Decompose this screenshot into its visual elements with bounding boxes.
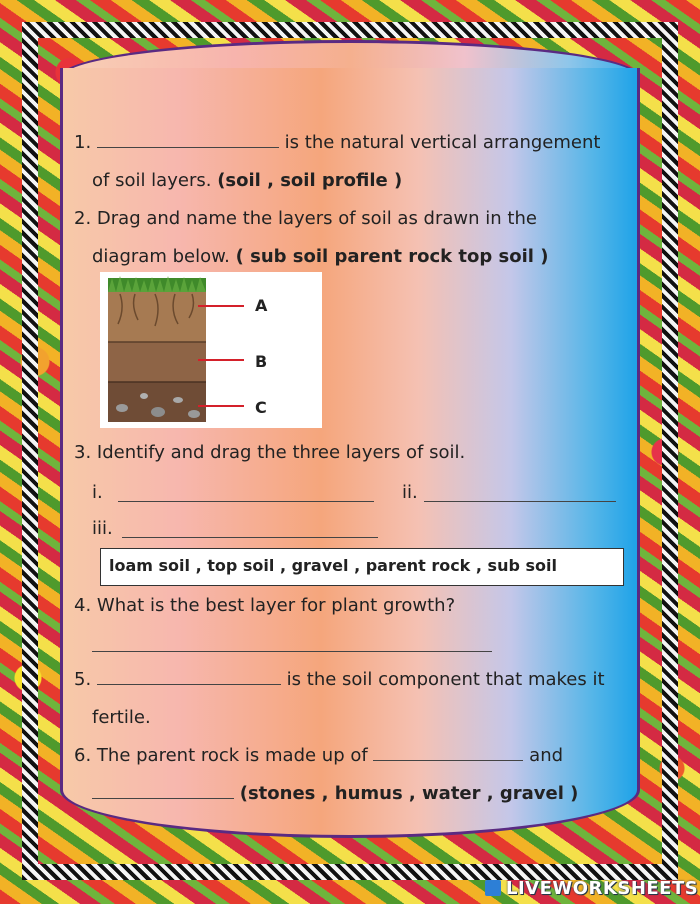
q1-choices: (soil , soil profile ) xyxy=(217,170,403,191)
q6-answer-blank-1[interactable] xyxy=(373,759,523,761)
question-2-line2 xyxy=(92,246,548,267)
question-text: What is the best layer for plant growth? xyxy=(96,595,456,616)
question-1 xyxy=(74,132,600,153)
q1-answer-blank[interactable] xyxy=(97,146,279,148)
q3-item-ii xyxy=(402,482,418,503)
liveworksheets-logo-icon xyxy=(485,880,501,896)
q4-answer-blank[interactable] xyxy=(92,650,492,652)
question-3 xyxy=(74,442,465,463)
label-c[interactable]: C xyxy=(255,398,267,417)
question-text: and xyxy=(529,745,564,766)
question-6 xyxy=(74,745,563,766)
watermark: LIVEWORKSHEETS xyxy=(506,878,699,899)
item-marker: i. xyxy=(92,482,103,503)
label-a[interactable]: A xyxy=(255,296,268,315)
q3-answer-iii[interactable] xyxy=(122,536,378,538)
item-marker: ii. xyxy=(402,482,418,503)
question-number: 6. xyxy=(74,745,92,766)
question-text: is the natural vertical arrangement xyxy=(284,132,601,153)
q2-choices: ( sub soil parent rock top soil ) xyxy=(235,246,549,267)
question-5-line2 xyxy=(92,707,151,728)
question-5 xyxy=(74,669,605,690)
q3-item-iii xyxy=(92,518,113,539)
question-6-line2 xyxy=(92,783,578,804)
question-2 xyxy=(74,208,537,229)
q6-choices: (stones , humus , water , gravel ) xyxy=(239,783,579,804)
q3-answer-ii[interactable] xyxy=(424,500,616,502)
question-text: fertile. xyxy=(92,707,151,728)
q5-answer-blank[interactable] xyxy=(97,683,281,685)
question-number: 5. xyxy=(74,669,92,690)
question-text: Drag and name the layers of soil as drawn in the xyxy=(96,208,537,229)
q3-item-i xyxy=(92,482,103,503)
question-text: Identify and drag the three layers of soil. xyxy=(96,442,466,463)
question-number: 3. xyxy=(74,442,92,463)
item-marker: iii. xyxy=(92,518,113,539)
question-text: The parent rock is made up of xyxy=(96,745,368,766)
question-text: of soil layers. xyxy=(92,170,212,191)
question-1-line2 xyxy=(92,170,402,191)
question-text: is the soil component that makes it xyxy=(286,669,605,690)
label-b[interactable]: B xyxy=(255,352,268,371)
question-number: 2. xyxy=(74,208,92,229)
word-bank: loam soil , top soil , gravel , parent rock , sub soil xyxy=(100,548,624,586)
question-number: 4. xyxy=(74,595,92,616)
soil-layers-diagram xyxy=(100,272,322,428)
q3-answer-i[interactable] xyxy=(118,500,374,502)
question-number: 1. xyxy=(74,132,92,153)
question-4 xyxy=(74,595,455,616)
q6-answer-blank-2[interactable] xyxy=(92,797,234,799)
question-text: diagram below. xyxy=(92,246,230,267)
